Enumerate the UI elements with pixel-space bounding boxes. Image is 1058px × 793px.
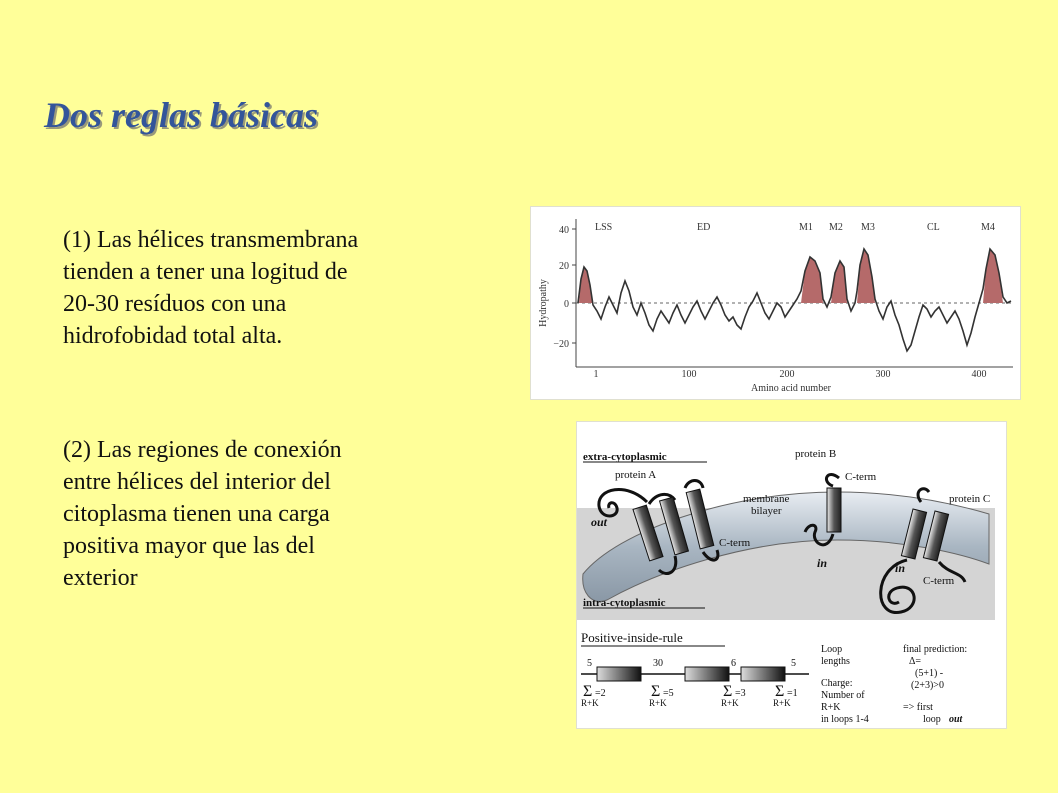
first-loop-text: => first — [903, 702, 933, 713]
rule-2-line: citoplasma tienen una carga — [63, 501, 330, 527]
rk-label: R+K — [581, 698, 599, 708]
final-prediction-text: (2+3)>0 — [911, 680, 944, 691]
rk-label: R+K — [721, 698, 739, 708]
rule-2-line: exterior — [63, 565, 138, 591]
region-label-m2: M2 — [829, 222, 843, 233]
region-label-lss: LSS — [595, 222, 613, 233]
charge-text: R+K — [821, 702, 841, 713]
rule-1-line: tienden a tener una logitud de — [63, 259, 348, 285]
protein-b-label: protein B — [795, 448, 837, 460]
loop-length: 5 — [791, 658, 796, 669]
x-tick-label: 200 — [779, 369, 795, 380]
membrane-label: membrane — [743, 493, 790, 505]
loop-length: 6 — [731, 658, 736, 669]
loop-lengths-text: lengths — [821, 656, 850, 667]
hydropathy-trace — [578, 249, 1011, 351]
sigma-value: =5 — [663, 688, 674, 699]
in-label-b: in — [817, 556, 828, 570]
sigma-value: =3 — [735, 688, 746, 699]
x-tick-label: 1 — [593, 369, 599, 380]
y-axis-label: Hydropathy — [538, 279, 549, 327]
region-label-ed: ED — [697, 222, 711, 233]
sigma-symbol: Σ — [775, 683, 785, 700]
topology-figure — [576, 421, 1007, 729]
intra-cytoplasmic-label: intra-cytoplasmic — [583, 597, 666, 609]
region-label-m1: M1 — [799, 222, 813, 233]
rk-label: R+K — [649, 698, 667, 708]
rule-1-line: 20-30 resíduos con una — [63, 291, 287, 317]
region-label-m3: M3 — [861, 222, 875, 233]
charge-text: in loops 1-4 — [821, 714, 869, 725]
helix-segment — [685, 667, 729, 681]
sigma-value: =2 — [595, 688, 606, 699]
region-label-cl: CL — [927, 222, 940, 233]
x-axis-label: Amino acid number — [751, 383, 831, 394]
rule-1-line: hidrofobidad total alta. — [63, 323, 283, 349]
helix — [827, 488, 841, 532]
rule-1-line: (1) Las hélices transmembrana — [63, 227, 359, 253]
y-tick-label: 20 — [559, 261, 569, 272]
c-term-label-b: C-term — [845, 471, 877, 483]
y-tick-label: 40 — [559, 225, 569, 236]
first-loop-text: loop — [923, 714, 941, 725]
y-tick-label: −20 — [553, 339, 569, 350]
c-term-label-a: C-term — [719, 537, 751, 549]
rule-1-text — [63, 224, 463, 352]
protein-a-label: protein A — [615, 469, 657, 481]
x-tick-label: 400 — [971, 369, 987, 380]
in-label-c: in — [895, 561, 906, 575]
final-prediction-text: final prediction: — [903, 644, 968, 655]
sigma-symbol: Σ — [723, 683, 733, 700]
protein-c-label: protein C — [949, 493, 991, 505]
charge-text: Number of — [821, 690, 865, 701]
x-tick-label: 300 — [875, 369, 891, 380]
sigma-value: =1 — [787, 688, 798, 699]
first-loop-out: out — [949, 714, 963, 725]
final-prediction-text: (5+1) - — [915, 668, 944, 679]
rule-2-line: (2) Las regiones de conexión — [63, 437, 342, 463]
rule-2-line: positiva mayor que las del — [63, 533, 315, 559]
slide-title: Dos reglas básicas — [44, 95, 319, 135]
charge-text: Charge: — [821, 678, 853, 689]
extra-cytoplasmic-label: extra-cytoplasmic — [583, 451, 667, 463]
region-label-m4: M4 — [981, 222, 995, 233]
final-prediction-text: Δ= — [909, 656, 922, 667]
hydrophobic-region-m1 — [801, 257, 823, 303]
rule-2-text — [63, 434, 463, 594]
rule-title: Positive-inside-rule — [581, 630, 683, 645]
loop-lengths-text: Loop — [821, 644, 843, 655]
rk-label: R+K — [773, 698, 791, 708]
helix-segment — [597, 667, 641, 681]
x-tick-label: 100 — [681, 369, 697, 380]
sigma-symbol: Σ — [651, 683, 661, 700]
bilayer-label: bilayer — [751, 505, 782, 517]
helix-segment — [741, 667, 785, 681]
c-term-label-c: C-term — [923, 575, 955, 587]
topology-svg — [577, 422, 1006, 728]
hydropathy-plot-figure — [530, 206, 1021, 400]
sigma-symbol: Σ — [583, 683, 593, 700]
rule-2-line: entre hélices del interior del — [63, 469, 331, 495]
hydrophobic-region-lss — [579, 267, 593, 303]
y-tick-label: 0 — [564, 299, 569, 310]
loop-length: 5 — [587, 658, 592, 669]
hydropathy-plot-svg — [531, 207, 1020, 399]
loop-length: 30 — [653, 658, 663, 669]
out-label: out — [591, 515, 608, 529]
